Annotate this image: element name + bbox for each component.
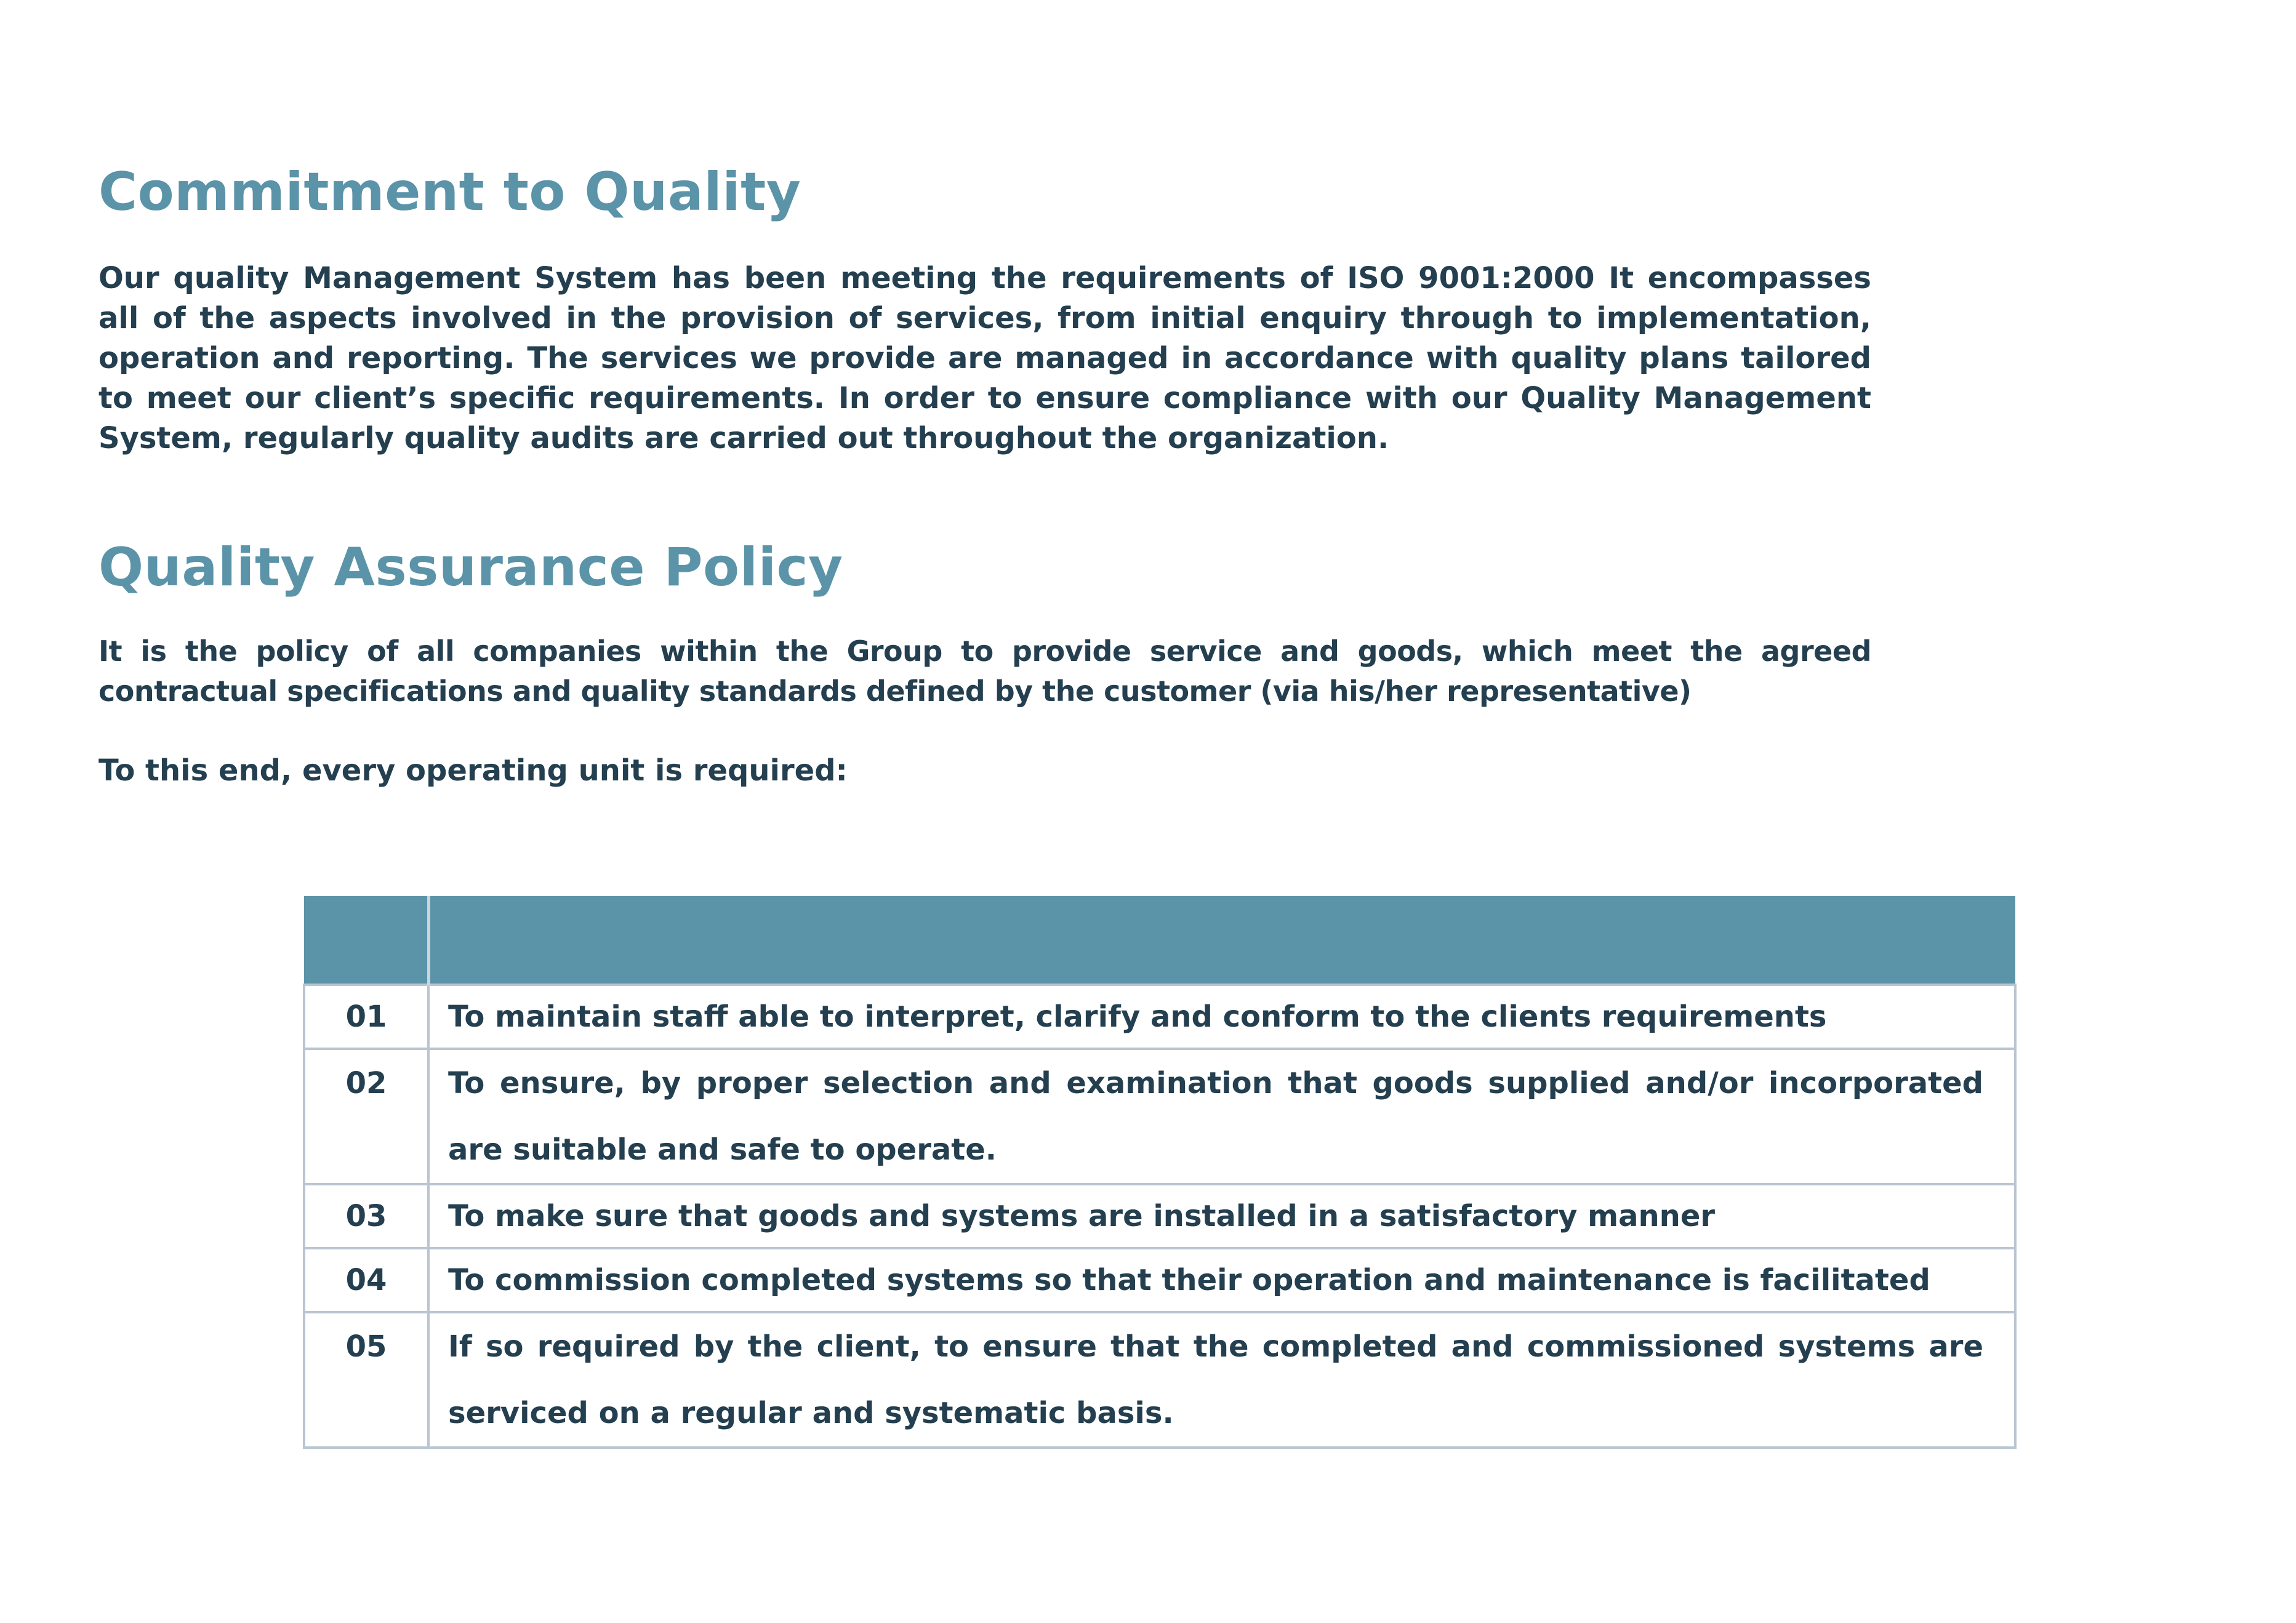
row-number: 04 (304, 1248, 428, 1312)
row-number: 02 (304, 1049, 428, 1184)
row-text: If so required by the client, to ensure that the completed and commissioned systems are serviced on a regular and systematic basis. (428, 1312, 2015, 1448)
commitment-paragraph: Our quality Management System has been meeting the requirements of ISO 9001:2000 It encompasses all of the aspects involved in the provision of services, from initial enquiry through to implementation, operation and reporting. The services we provide are managed in accordance with quality plans tailored to meet our client’s specific requirements. In order to ensure compliance with our Quality Management System, regularly quality audits are carried out throughout the organization. (98, 261, 1871, 455)
requirements-table-container (303, 896, 2014, 1449)
table-row (304, 1184, 2015, 1248)
commitment-heading: Commitment to Quality (98, 161, 801, 223)
table-row (304, 1248, 2015, 1312)
table-header-number-cell (304, 896, 428, 985)
row-text: To ensure, by proper selection and examination that goods supplied and/or incorporated are suitable and safe to operate. (428, 1049, 2015, 1184)
table-row (304, 985, 2015, 1049)
table-row (304, 1312, 2015, 1448)
table-row (304, 1049, 2015, 1184)
row-text: To make sure that goods and systems are installed in a satisfactory manner (428, 1184, 2015, 1248)
table-header-text-cell (428, 896, 2015, 985)
row-text: To maintain staff able to interpret, clarify and conform to the clients requirements (428, 985, 2015, 1049)
row-number: 03 (304, 1184, 428, 1248)
row-number: 05 (304, 1312, 428, 1448)
requirements-table (303, 896, 2017, 1449)
policy-intro: To this end, every operating unit is required: (98, 753, 848, 788)
row-number: 01 (304, 985, 428, 1049)
row-text: To commission completed systems so that their operation and maintenance is facilitated (428, 1248, 2015, 1312)
table-header-row (304, 896, 2015, 985)
policy-heading: Quality Assurance Policy (98, 537, 843, 598)
policy-paragraph: It is the policy of all companies within the Group to provide service and goods, which meet the agreed contractual specifications and quality standards defined by the customer (via his/her representative) (98, 635, 1871, 708)
